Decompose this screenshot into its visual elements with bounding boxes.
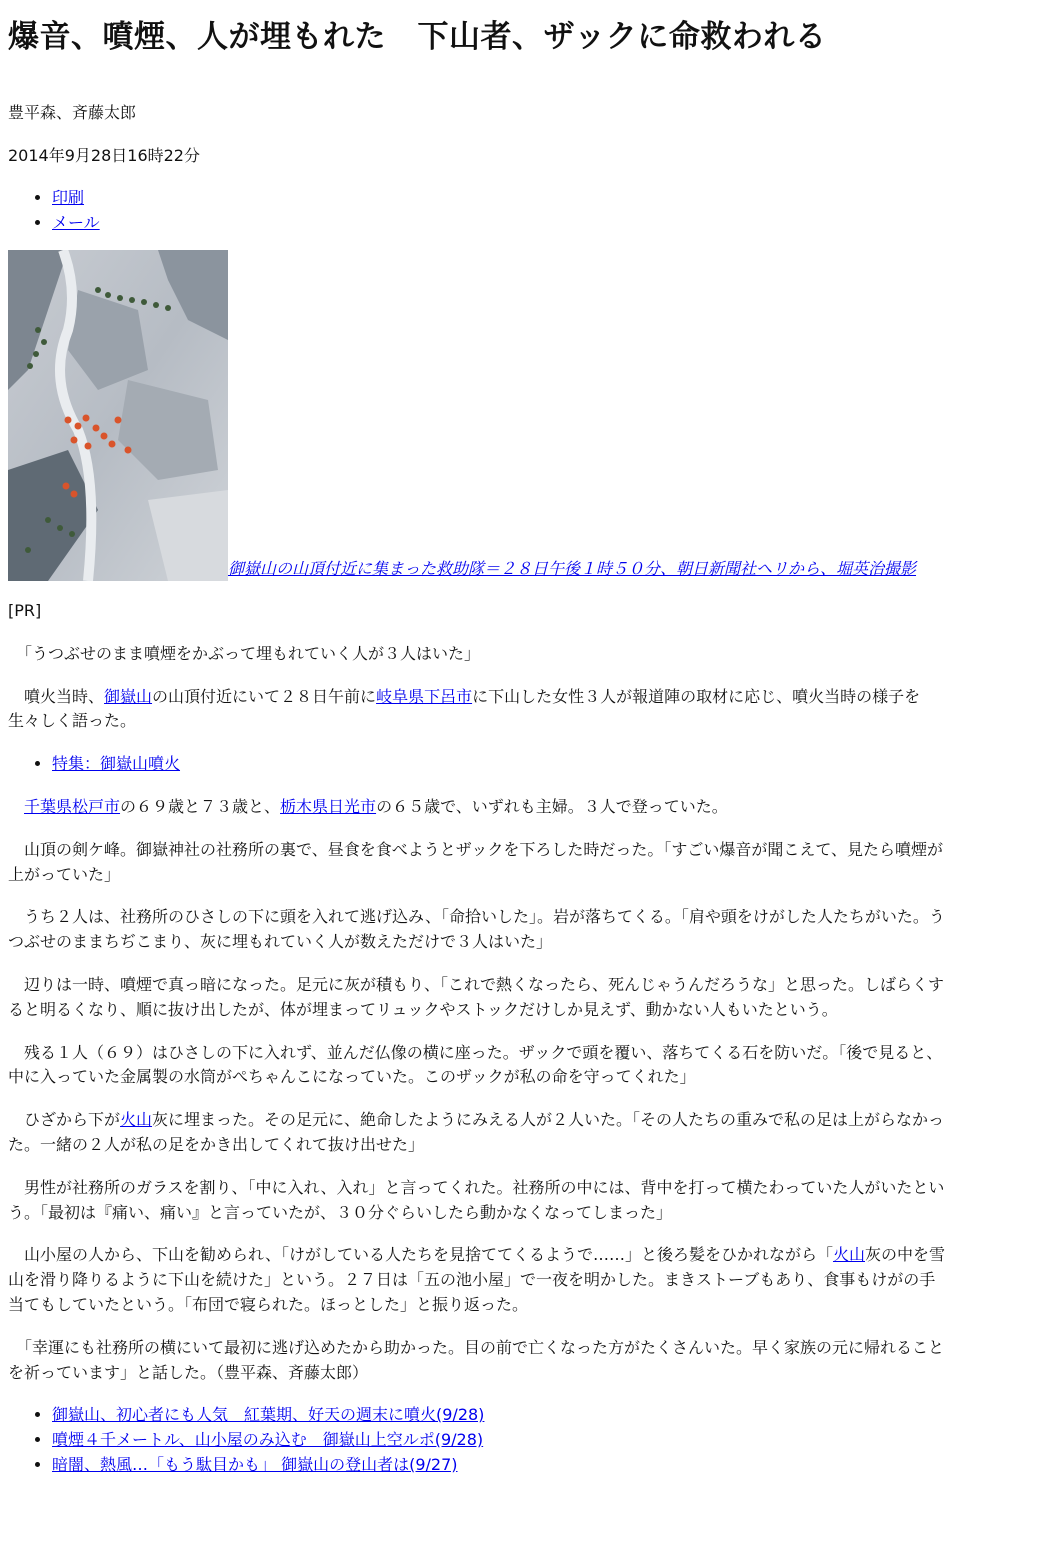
article-page bbox=[0, 17, 956, 1478]
photo-caption-link[interactable]: 御嶽山の山頂付近に集まった救助隊＝２８日午後１時５０分、朝日新聞社ヘリから、堀英治撮影 bbox=[228, 559, 917, 579]
volcano-link-2[interactable]: 火山 bbox=[832, 1245, 865, 1265]
special-feature-item bbox=[52, 752, 948, 777]
related-article-item bbox=[52, 1403, 948, 1428]
paragraph-4 bbox=[8, 838, 948, 888]
mountain-photo-image bbox=[8, 250, 228, 581]
article-title: 爆音、噴煙、人が埋もれた 下山者、ザックに命救われる bbox=[8, 19, 827, 55]
paragraph-8-text-b: 灰に埋まった。その足元に、絶命したようにみえる人が２人いた。「その人たちの重みで私の足は上がらなかった。一緒の２人が私の足をかき出してくれて抜け出せた」 bbox=[8, 1110, 945, 1154]
paragraph-2 bbox=[8, 685, 948, 735]
related-article-link[interactable]: 暗闇、熱風…「もう駄目かも」 御嶽山の登山者は(9/27) bbox=[52, 1454, 458, 1474]
paragraph-3-text-b: の６５歳で、いずれも主婦。３人で登っていた。 bbox=[376, 797, 728, 817]
pr-label: [PR] bbox=[8, 601, 42, 621]
paragraph-10-text-b: 灰の中を雪山を滑り降りるように下山を続けた」という。２７日は「五の池小屋」で一夜を明かした。まきストーブもあり、食事もけがの手当てもしていたという。「布団で寝られた。ほっとした」と振り返った。 bbox=[8, 1245, 946, 1314]
paragraph-3 bbox=[8, 795, 948, 820]
paragraph-2-text-c: に下山した女性３人が報道陣の取材に応じ、噴火当時の様子を生々しく語った。 bbox=[8, 686, 921, 731]
volcano-link-1[interactable]: 火山 bbox=[120, 1110, 153, 1130]
paragraph-5-text: うち２人は、社務所のひさしの下に頭を入れて逃げ込み、「命拾いした」。岩が落ちてくる。「肩や頭をけがした人たちがいた。うつぶせのままちぢこまり、灰に埋もれていく人が数えただけで３人はいた」 bbox=[8, 907, 945, 952]
ontake-link[interactable]: 御嶽山 bbox=[104, 686, 153, 706]
tool-item-print bbox=[52, 186, 948, 211]
related-article-item bbox=[52, 1428, 948, 1453]
paragraph-10-text-a: 山小屋の人から、下山を勧められ、「けがしている人たちを見捨ててくるようで……」と後ろ髪をひかれながら「 bbox=[24, 1245, 833, 1265]
paragraph-4-text: 山頂の剣ケ峰。御嶽神社の社務所の裏で、昼食を食べようとザックを下ろした時だった。「すごい爆音が聞こえて、見たら噴煙が上がっていた」 bbox=[8, 839, 944, 884]
paragraph-2-text-b: の山頂付近にいて２８日午前に bbox=[152, 686, 377, 706]
paragraph-8-text-a: ひざから下が bbox=[24, 1110, 121, 1130]
paragraph-11-text: 「幸運にも社務所の横にいて最初に逃げ込めたから助かった。目の前で亡くなった方がたくさんいた。早く家族の元に帰れることを祈っています」と話した。（豊平森、斉藤太郎） bbox=[8, 1337, 945, 1382]
tool-item-mail bbox=[52, 211, 948, 236]
paragraph-8 bbox=[8, 1108, 948, 1158]
mail-link[interactable]: メール bbox=[52, 213, 100, 233]
nikko-city-link[interactable]: 栃木県日光市 bbox=[280, 797, 377, 817]
byline: 豊平森、斉藤太郎 bbox=[8, 102, 137, 122]
paragraph-6-text: 辺りは一時、噴煙で真っ暗になった。足元に灰が積もり、「これで熱くなったら、死んじゃうんだろうな」と思った。しばらくすると明るくなり、順に抜け出したが、体が埋まってリュックやストックだけしか見えず、動かない人もいたという。 bbox=[8, 975, 945, 1019]
paragraph-1 bbox=[8, 642, 948, 667]
related-articles-list bbox=[8, 1403, 948, 1477]
print-link[interactable]: 印刷 bbox=[52, 188, 85, 208]
paragraph-2-text-a: 噴火当時、 bbox=[24, 686, 105, 706]
publish-date: 2014年9月28日16時22分 bbox=[8, 145, 200, 165]
photo-block bbox=[8, 250, 948, 581]
special-feature-link[interactable]: 特集：御嶽山噴火 bbox=[52, 754, 181, 774]
gero-city-link[interactable]: 岐阜県下呂市 bbox=[376, 686, 473, 706]
paragraph-9-text: 男性が社務所のガラスを割り、「中に入れ、入れ」と言ってくれた。社務所の中には、背中を打って横たわっていた人がいたという。「最初は『痛い、痛い』と言っていたが、３０分ぐらいしたら動かなくなってしまった」 bbox=[8, 1177, 945, 1222]
paragraph-6 bbox=[8, 973, 948, 1023]
related-article-link[interactable]: 噴煙４千メートル、山小屋のみ込む 御嶽山上空ルポ(9/28) bbox=[52, 1430, 484, 1450]
related-article-link[interactable]: 御嶽山、初心者にも人気 紅葉期、好天の週末に噴火(9/28) bbox=[52, 1405, 485, 1425]
paragraph-5 bbox=[8, 905, 948, 955]
rescue-team-photo[interactable] bbox=[8, 250, 228, 581]
matsudo-city-link[interactable]: 千葉県松戸市 bbox=[24, 797, 121, 817]
special-feature-list bbox=[8, 752, 948, 777]
paragraph-10 bbox=[8, 1243, 948, 1317]
paragraph-7-text: 残る１人（６９）はひさしの下に入れず、並んだ仏像の横に座った。ザックで頭を覆い、落ちてくる石を防いだ。「後で見ると、中に入っていた金属製の水筒がぺちゃんこになっていた。このザックが私の命を守ってくれた」 bbox=[8, 1042, 943, 1087]
paragraph-3-text-a: の６９歳と７３歳と、 bbox=[120, 797, 281, 817]
paragraph-9 bbox=[8, 1176, 948, 1226]
related-article-item bbox=[52, 1453, 948, 1478]
paragraph-1-text: 「うつぶせのまま噴煙をかぶって埋もれていく人が３人はいた」 bbox=[24, 643, 481, 663]
paragraph-11 bbox=[8, 1336, 948, 1386]
article-tools bbox=[8, 186, 948, 236]
paragraph-7 bbox=[8, 1041, 948, 1091]
